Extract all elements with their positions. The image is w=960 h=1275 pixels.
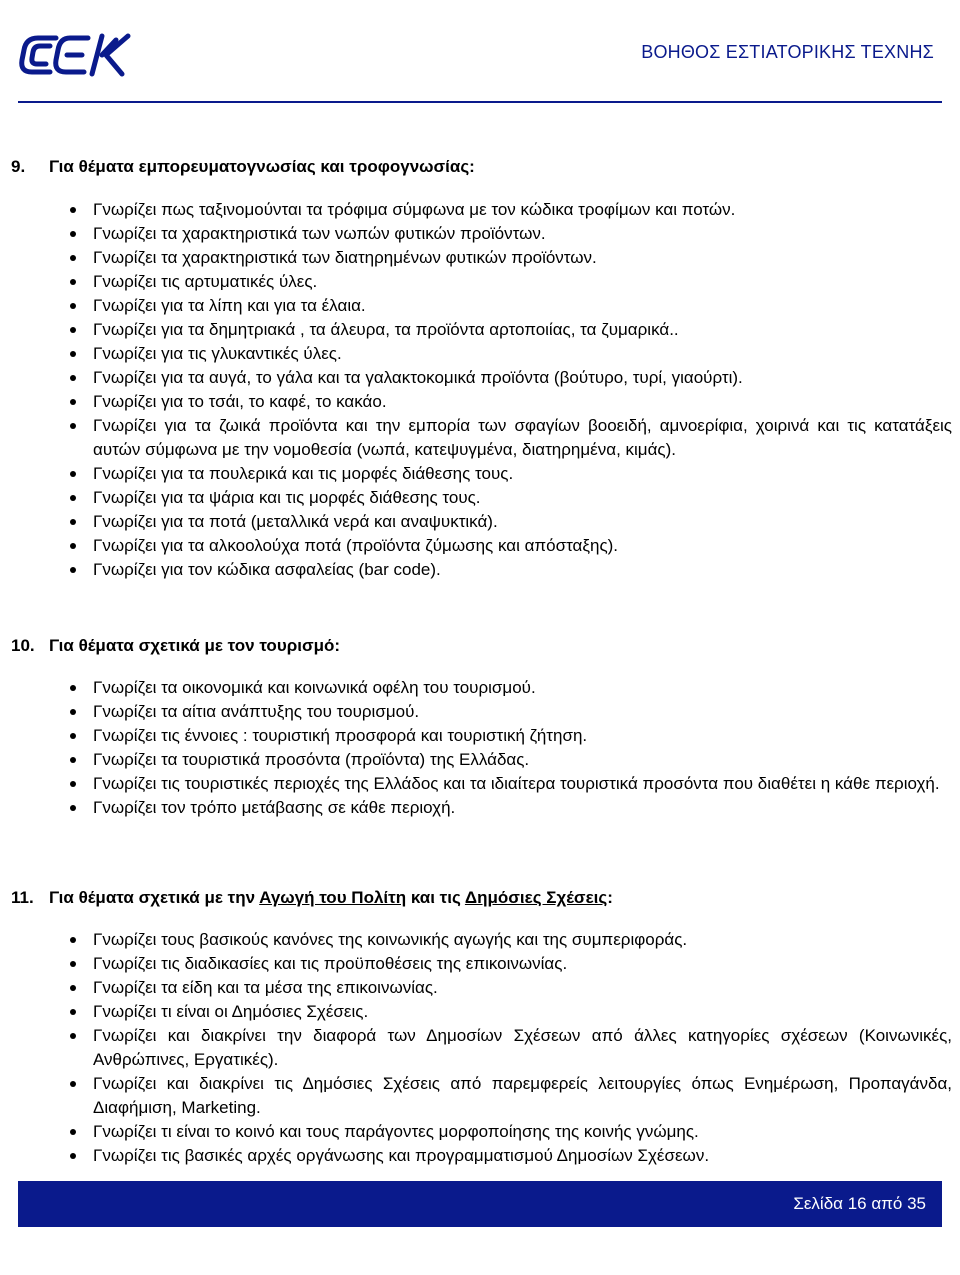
list-item: Γνωρίζει πως ταξινομούνται τα τρόφιμα σύμφωνα με τον κώδικα τροφίμων και ποτών. (0, 198, 960, 222)
list-item: Γνωρίζει για τα δημητριακά , τα άλευρα, τα προϊόντα αρτοποιίας, τα ζυμαρικά.. (0, 318, 960, 342)
section-number: 10. (11, 636, 35, 655)
list-item: Γνωρίζει τι είναι το κοινό και τους παράγοντες μορφοποίησης της κοινής γνώμης. (0, 1120, 960, 1144)
section-title: Για θέματα σχετικά με τον τουρισμό: (49, 636, 341, 655)
section-9-list (0, 198, 960, 582)
list-item: Γνωρίζει τις αρτυματικές ύλες. (0, 270, 960, 294)
section-number: 9. (11, 157, 26, 176)
cek-logo-icon (18, 30, 138, 80)
list-item: Γνωρίζει τι είναι οι Δημόσιες Σχέσεις. (0, 1000, 960, 1024)
section-title-suffix: : (607, 888, 613, 907)
list-item: Γνωρίζει τις έννοιες : τουριστική προσφορά και τουριστική ζήτηση. (0, 724, 960, 748)
list-item: Γνωρίζει για τα αυγά, το γάλα και τα γαλακτοκομικά προϊόντα (βούτυρο, τυρί, γιαούρτι). (0, 366, 960, 390)
list-item: Γνωρίζει τα είδη και τα μέσα της επικοινωνίας. (0, 976, 960, 1000)
list-item: Γνωρίζει για τις γλυκαντικές ύλες. (0, 342, 960, 366)
header-title: ΒΟΗΘΟΣ ΕΣΤΙΑΤΟΡΙΚΗΣ ΤΕΧΝΗΣ (641, 42, 934, 62)
section-title-mid: και τις (406, 888, 465, 907)
list-item: Γνωρίζει και διακρίνει τις Δημόσιες Σχέσεις από παρεμφερείς λειτουργίες όπως Ενημέρωση, Προπαγάνδα, Διαφήμιση, Marketing. (0, 1072, 960, 1120)
list-item: Γνωρίζει για τα ποτά (μεταλλικά νερά και αναψυκτικά). (0, 510, 960, 534)
section-title: Για θέματα εμπορευματογνωσίας και τροφογνωσίας: (49, 157, 475, 176)
page-footer (18, 1181, 942, 1227)
section-title-civic-education: Αγωγή του Πολίτη (259, 888, 407, 907)
section-11-list (0, 928, 960, 1168)
list-item: Γνωρίζει τις διαδικασίες και τις προϋποθέσεις της επικοινωνίας. (0, 952, 960, 976)
list-item: Γνωρίζει για τα ψάρια και τις μορφές διάθεσης τους. (0, 486, 960, 510)
list-item: Γνωρίζει τα χαρακτηριστικά των διατηρημένων φυτικών προϊόντων. (0, 246, 960, 270)
section-9-heading (11, 157, 475, 177)
list-item: Γνωρίζει τα τουριστικά προσόντα (προϊόντα) της Ελλάδας. (0, 748, 960, 772)
list-item: Γνωρίζει για τον κώδικα ασφαλείας (bar code). (0, 558, 960, 582)
list-item: Γνωρίζει τις τουριστικές περιοχές της Ελλάδος και τα ιδιαίτερα τουριστικά προσόντα που διαθέτει η κάθε περιοχή. (0, 772, 960, 796)
list-item: Γνωρίζει τους βασικούς κανόνες της κοινωνικής αγωγής και της συμπεριφοράς. (0, 928, 960, 952)
header-divider (18, 101, 942, 103)
section-title-public-relations: Δημόσιες Σχέσεις (464, 888, 608, 907)
section-10-heading (11, 636, 340, 656)
section-number: 11. (11, 888, 34, 907)
page-header (0, 0, 960, 110)
list-item: Γνωρίζει για το τσάι, το καφέ, το κακάο. (0, 390, 960, 414)
list-item: Γνωρίζει τον τρόπο μετάβασης σε κάθε περιοχή. (0, 796, 960, 820)
list-item: Γνωρίζει για τα αλκοολούχα ποτά (προϊόντα ζύμωσης και απόσταξης). (0, 534, 960, 558)
section-title-prefix: Για θέματα σχετικά με την (49, 888, 260, 907)
list-item: Γνωρίζει για τα λίπη και για τα έλαια. (0, 294, 960, 318)
list-item: Γνωρίζει και διακρίνει την διαφορά των Δημοσίων Σχέσεων από άλλες κατηγορίες σχέσεων (Κοινωνικές, Ανθρώπινες, Εργατικές). (0, 1024, 960, 1072)
list-item: Γνωρίζει για τα πουλερικά και τις μορφές διάθεσης τους. (0, 462, 960, 486)
list-item: Γνωρίζει τα οικονομικά και κοινωνικά οφέλη του τουρισμού. (0, 676, 960, 700)
list-item: Γνωρίζει τις βασικές αρχές οργάνωσης και προγραμματισμού Δημοσίων Σχέσεων. (0, 1144, 960, 1168)
section-10-list (0, 676, 960, 820)
page-number: Σελίδα 16 από 35 (793, 1194, 926, 1213)
list-item: Γνωρίζει τα χαρακτηριστικά των νωπών φυτικών προϊόντων. (0, 222, 960, 246)
list-item: Γνωρίζει για τα ζωικά προϊόντα και την εμπορία των σφαγίων βοοειδή, αμνοερίφια, χοιρινά και τις κατατάξεις αυτών σύμφωνα με την νομοθεσία (νωπά, κατεψυγμένα, διατηρημένα, κιμάς). (0, 414, 960, 462)
list-item: Γνωρίζει τα αίτια ανάπτυξης του τουρισμού. (0, 700, 960, 724)
section-11-heading (11, 888, 613, 908)
